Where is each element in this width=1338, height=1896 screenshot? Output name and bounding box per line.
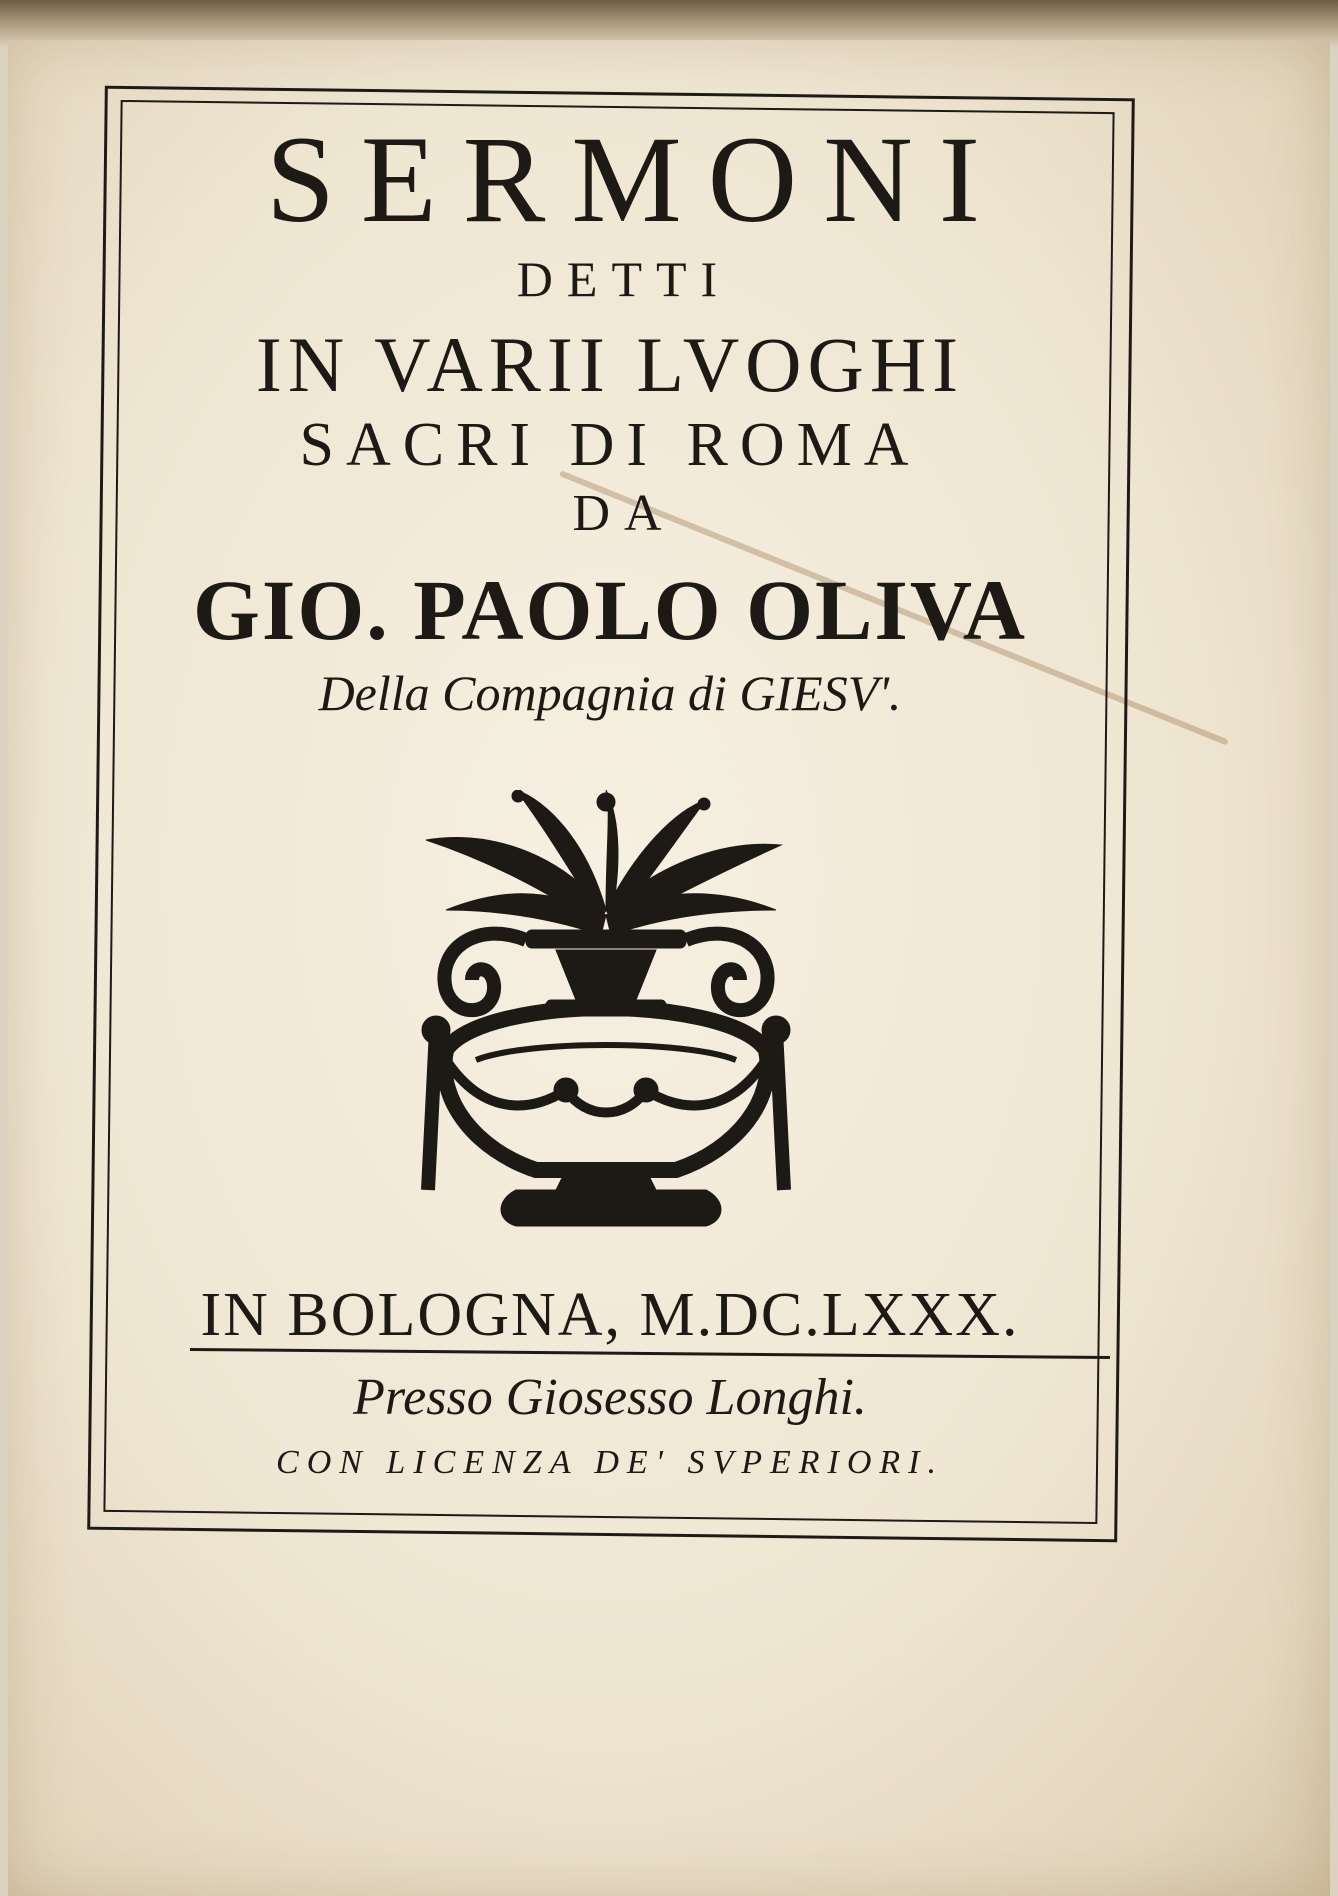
author-name: GIO. PAOLO OLIVA: [192, 562, 1027, 658]
subtitle-line-detti: DETTI: [516, 251, 732, 307]
book-title: SERMONI: [265, 111, 1007, 248]
printer-name: Presso Giosesso Longhi.: [353, 1369, 867, 1426]
subtitle-line-da: DA: [572, 485, 676, 542]
author-affiliation: Della Compagnia di GIESV'.: [318, 665, 902, 721]
subtitle-line-roma: SACRI DI ROMA: [299, 411, 921, 479]
subtitle-line-luoghi: IN VARII LVOGHI: [255, 321, 965, 408]
imprint-place-date: IN BOLOGNA, M.DC.LXXX.: [200, 1281, 1020, 1349]
vase-with-flowers-woodcut-icon: [406, 790, 806, 1230]
licence-line: CON LICENZA DE' SVPERIORI.: [276, 1444, 944, 1481]
